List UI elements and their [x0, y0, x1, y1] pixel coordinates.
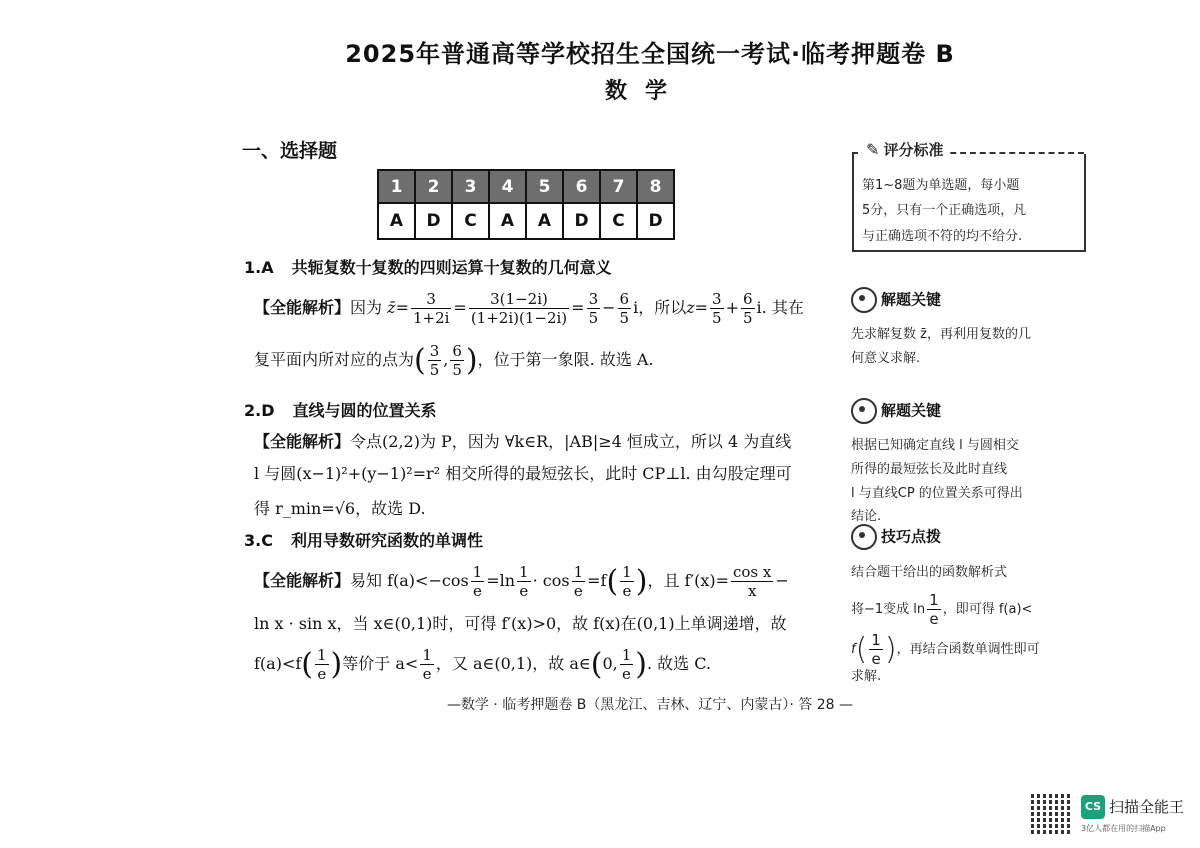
question-2-line-2: l 与圆(x−1)²+(y−1)²=r² 相交所得的最短弦长，此时 CP⊥l. 由勾股定理可: [254, 464, 792, 483]
text: =f: [587, 571, 607, 590]
text: 等价于 a<: [342, 654, 419, 673]
tip-line: 求解.: [851, 669, 882, 684]
fraction: $\frac{6}{5}$: [619, 290, 630, 327]
answer-number: 3: [452, 170, 489, 203]
scoring-line: 与正确选项不符的均不给分.: [862, 229, 1023, 244]
key-note-line: 何意义求解.: [851, 351, 921, 366]
target-icon: [851, 398, 877, 424]
question-2-line-3: 得 r_min=√6，故选 D.: [254, 499, 426, 518]
question-topic: 直线与圆的位置关系: [292, 401, 437, 420]
question-2-heading: [244, 398, 437, 421]
answer-number: 1: [378, 170, 415, 203]
question-topic: 利用导数研究函数的单调性: [290, 531, 483, 550]
subject-heading: 数学: [604, 79, 685, 104]
answer-number: 8: [637, 170, 674, 203]
text: ，再结合函数单调性即可: [896, 642, 1040, 657]
fraction: $\frac{3}{5}$: [588, 290, 599, 327]
scoring-line: 5分，只有一个正确选项，凡: [862, 203, 1027, 218]
answer-table: [377, 169, 675, 240]
tip-line: 结合题干给出的函数解析式: [851, 565, 1008, 580]
text: ，且 f′(x)=: [647, 571, 729, 590]
fraction: $\frac{3}{5}$: [712, 290, 722, 327]
text: 将−1变成 ln: [851, 602, 926, 617]
target-icon: [851, 524, 877, 550]
answer-number: 7: [600, 170, 637, 203]
answer-letter: C: [452, 203, 489, 239]
fraction: $\frac{3(1-2i)}{(1+2i)(1-2i)}$: [470, 290, 568, 327]
target-icon: [851, 287, 877, 313]
question-1-line-2: 复平面内所对应的点为( $\frac{3}{5}$ , $\frac{6}{5}$ )，位于第一象限. 故选 A.: [254, 342, 654, 379]
key-note-line: 先求解复数 z̄，再利用复数的几: [851, 327, 1031, 342]
section-heading: 一、选择题: [242, 140, 338, 162]
analysis-tag: 【全能解析】: [254, 298, 351, 317]
question-number: 2.D: [244, 401, 275, 420]
key-note-title: 解题关键: [881, 290, 942, 309]
answer-number: 6: [563, 170, 600, 203]
answer-number: 5: [526, 170, 563, 203]
text: · cos: [532, 571, 570, 590]
page-footer: —数学 · 临考押题卷 B（黑龙江、吉林、辽宁、内蒙古）· 答 28 —: [446, 697, 854, 713]
text: −: [775, 571, 789, 590]
answer-letter: A: [526, 203, 563, 239]
answer-number: 2: [415, 170, 452, 203]
camscanner-name: 扫描全能王: [1109, 798, 1185, 816]
qr-code-overlay: [1031, 792, 1073, 834]
answer-number: 4: [489, 170, 526, 203]
text: ，又 a∈(0,1)，故 a∈: [435, 654, 591, 673]
pen-icon: ✎: [866, 140, 880, 159]
key-note-1-header: [851, 287, 941, 313]
fraction: $\frac{3}{1+2i}$: [412, 290, 450, 327]
text: f(a)<f: [254, 654, 302, 673]
text: 令点(2,2)为 P，因为 ∀k∈R，|AB|≥4 恒成立，所以 4 为直线: [350, 432, 792, 451]
text: 易知 f(a)<−cos: [350, 571, 469, 590]
tip-line: f( $\frac{1}{e}$ )，再结合函数单调性即可: [851, 631, 1040, 668]
key-note-line: 根据已知确定直线 l 与圆相交: [851, 438, 1019, 453]
key-note-line: l 与直线CP 的位置关系可得出: [851, 486, 1023, 501]
key-note-line: 结论.: [851, 509, 882, 524]
question-3-line-3: f(a)<f( $\frac{1}{e}$ )等价于 a< $\frac{1}{e}$ ，又 a∈(0,1)，故 a∈(0, $\frac{1}{e}$ ). 故选 C.: [254, 646, 712, 683]
answer-letter: D: [563, 203, 600, 239]
answer-table-numbers: [378, 170, 674, 203]
tip-header: [851, 524, 941, 550]
text: =ln: [486, 571, 516, 590]
text: ，所以: [638, 298, 687, 317]
answer-letter: A: [489, 203, 526, 239]
question-number: 1.A: [244, 258, 274, 277]
answer-letter: D: [637, 203, 674, 239]
text: ，即可得 f(a)<: [942, 602, 1033, 617]
answer-letter: A: [378, 203, 415, 239]
text: ，位于第一象限. 故选 A.: [477, 350, 654, 369]
key-note-line: 所得的最短弦长及此时直线: [851, 462, 1008, 477]
text: 因为: [350, 298, 383, 317]
text: . 故选 C.: [646, 654, 712, 673]
text: 复平面内所对应的点为: [254, 350, 415, 369]
camscanner-logo-icon: CS: [1081, 795, 1105, 819]
fraction: $\frac{6}{5}$: [743, 290, 753, 327]
scoring-line: 第1~8题为单选题，每小题: [862, 178, 1020, 193]
key-note-title: 解题关键: [881, 401, 942, 420]
question-topic: 共轭复数十复数的四则运算十复数的几何意义: [291, 258, 612, 277]
question-3-line-2: ln x · sin x，当 x∈(0,1)时，可得 f′(x)>0，故 f(x)在(0,1)上单调递增，故: [254, 614, 787, 633]
question-1-line-1: 【全能解析】因为 z̄= $\frac{3}{1+2i}$ = $\frac{3(1-2i)}{(1+2i)(1-2i)}$ = $\frac{3}{5}$ − $\frac{6}{5}$ i，所以z= $\frac{3}{5}$ + $\frac{6}{5}$ i. 其在: [254, 290, 804, 327]
page-title: 2025年普通高等学校招生全国统一考试·临考押题卷 B: [345, 40, 955, 68]
scoring-box-header: [862, 139, 948, 160]
key-note-2-header: [851, 398, 941, 424]
question-2-line-1: [254, 429, 791, 452]
tip-title: 技巧点拨: [881, 527, 942, 546]
analysis-tag: 【全能解析】: [254, 432, 351, 451]
camscanner-slogan: 3亿人都在用的扫描App: [1081, 824, 1166, 833]
tip-line: 将−1变成 ln $\frac{1}{e}$ ，即可得 f(a)<: [851, 591, 1033, 628]
question-number: 3.C: [244, 531, 273, 550]
text: i. 其在: [756, 298, 804, 317]
answer-letter: C: [600, 203, 637, 239]
question-1-heading: [244, 255, 612, 278]
answer-letter: D: [415, 203, 452, 239]
analysis-tag: 【全能解析】: [254, 571, 351, 590]
question-3-line-1: 【全能解析】易知 f(a)<−cos $\frac{1}{e}$ =ln $\frac{1}{e}$ · cos $\frac{1}{e}$ =f( $\frac{1}{e}$ )，且 f′(x)= $\frac{\text{cos x}}{x}$ −: [254, 563, 789, 600]
question-3-heading: [244, 528, 483, 551]
answer-table-answers: [378, 203, 674, 239]
scoring-box-title: 评分标准: [883, 141, 944, 159]
